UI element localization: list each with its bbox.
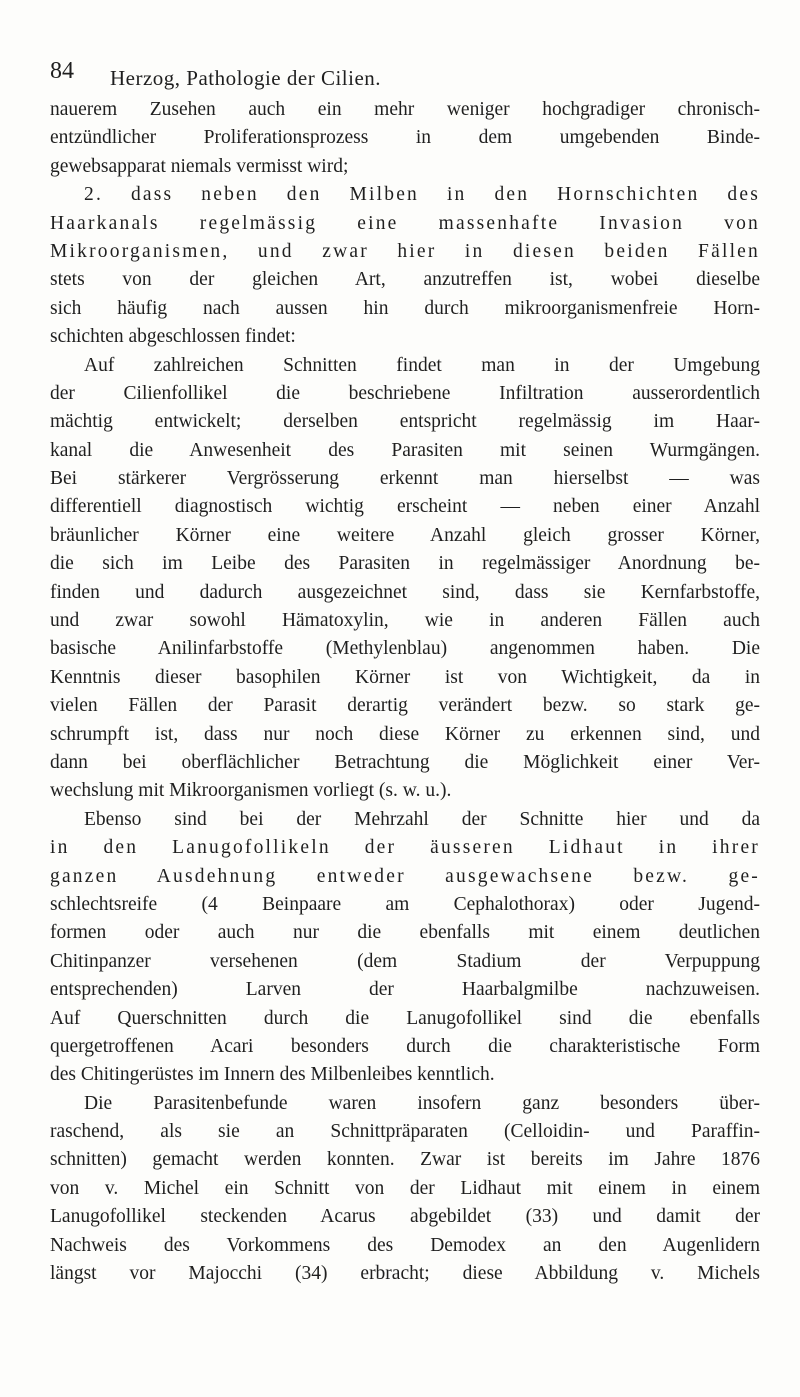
text-line: formen oder auch nur die ebenfalls mit einem deutlichen (50, 922, 760, 944)
text-line: schichten abgeschlossen findet: (50, 326, 296, 348)
text-line: entzündlicher Proliferationsprozess in dem umgebenden Binde- (50, 127, 760, 149)
text-line: Bei stärkerer Vergrösserung erkennt man hierselbst — was (50, 468, 760, 490)
text-line: Nachweis des Vorkommens des Demodex an den Augenlidern (50, 1234, 760, 1256)
text-line: differentiell diagnostisch wichtig erscheint — neben einer Anzahl (50, 496, 760, 518)
page-number: 84 (50, 58, 74, 84)
text-line: bräunlicher Körner eine weitere Anzahl gleich grosser Körner, (50, 524, 760, 546)
text-line: vielen Fällen der Parasit derartig verändert bezw. so stark ge- (50, 695, 760, 717)
text-line: Ebenso sind bei der Mehrzahl der Schnitte hier und da (84, 808, 760, 830)
text-line: basische Anilinfarbstoffe (Methylenblau) angenommen haben. Die (50, 638, 760, 660)
body-text (50, 96, 760, 1288)
text-line: Mikroorganismen, und zwar hier in diesen beiden Fällen (50, 240, 760, 262)
text-line: schrumpft ist, dass nur noch diese Körner zu erkennen sind, und (50, 723, 760, 745)
text-line: quergetroffenen Acari besonders durch die charakteristische Form (50, 1035, 760, 1057)
text-line: kanal die Anwesenheit des Parasiten mit seinen Wurmgängen. (50, 439, 760, 461)
text-line: mächtig entwickelt; derselben entspricht regelmässig im Haar- (50, 411, 760, 433)
text-line: Lanugofollikel steckenden Acarus abgebildet (33) und damit der (50, 1206, 760, 1228)
text-line: wechslung mit Mikroorganismen vorliegt (s. w. u.). (50, 780, 452, 802)
text-line: Auf zahlreichen Schnitten findet man in der Umgebung (84, 354, 760, 376)
text-line: Die Parasitenbefunde waren insofern ganz besonders über- (84, 1092, 760, 1114)
text-line: 2. dass neben den Milben in den Hornschichten des (84, 184, 760, 206)
text-line: entsprechenden) Larven der Haarbalgmilbe nachzuweisen. (50, 979, 760, 1001)
text-line: der Cilienfollikel die beschriebene Infiltration ausserordentlich (50, 382, 760, 404)
text-line: gewebsapparat niemals vermisst wird; (50, 155, 349, 177)
text-line: sich häufig nach aussen hin durch mikroorganismenfreie Horn- (50, 297, 760, 319)
text-line: Haarkanals regelmässig eine massenhafte Invasion von (50, 212, 760, 234)
text-line: nauerem Zusehen auch ein mehr weniger hochgradiger chronisch- (50, 99, 760, 120)
text-line: längst vor Majocchi (34) erbracht; diese Abbildung v. Michels (50, 1263, 760, 1285)
text-line: dann bei oberflächlicher Betrachtung die Möglichkeit einer Ver- (50, 751, 760, 773)
text-line: ganzen Ausdehnung entweder ausgewachsene bezw. ge- (50, 865, 760, 887)
text-line: Auf Querschnitten durch die Lanugofollikel sind die ebenfalls (50, 1007, 760, 1029)
text-line: von v. Michel ein Schnitt von der Lidhaut mit einem in einem (50, 1177, 760, 1199)
text-line: in den Lanugofollikeln der äusseren Lidhaut in ihrer (50, 837, 760, 859)
text-line: und zwar sowohl Hämatoxylin, wie in anderen Fällen auch (50, 610, 760, 632)
text-line: finden und dadurch ausgezeichnet sind, dass sie Kernfarbstoffe, (50, 581, 760, 603)
text-line: Kenntnis dieser basophilen Körner ist von Wichtigkeit, da in (50, 666, 760, 688)
page-header (50, 58, 760, 98)
text-line: raschend, als sie an Schnittpräparaten (Celloidin- und Paraffin- (50, 1121, 760, 1143)
text-line: schlechtsreife (4 Beinpaare am Cephalothorax) oder Jugend- (50, 893, 760, 915)
text-line: stets von der gleichen Art, anzutreffen ist, wobei dieselbe (50, 269, 760, 291)
text-line: schnitten) gemacht werden konnten. Zwar ist bereits im Jahre 1876 (50, 1149, 760, 1171)
text-line: die sich im Leibe des Parasiten in regelmässiger Anordnung be- (50, 553, 760, 575)
text-line: des Chitingerüstes im Innern des Milbenleibes kenntlich. (50, 1064, 495, 1086)
running-title: Herzog, Pathologie der Cilien. (110, 66, 382, 90)
text-line: Chitinpanzer versehenen (dem Stadium der Verpuppung (50, 950, 760, 972)
